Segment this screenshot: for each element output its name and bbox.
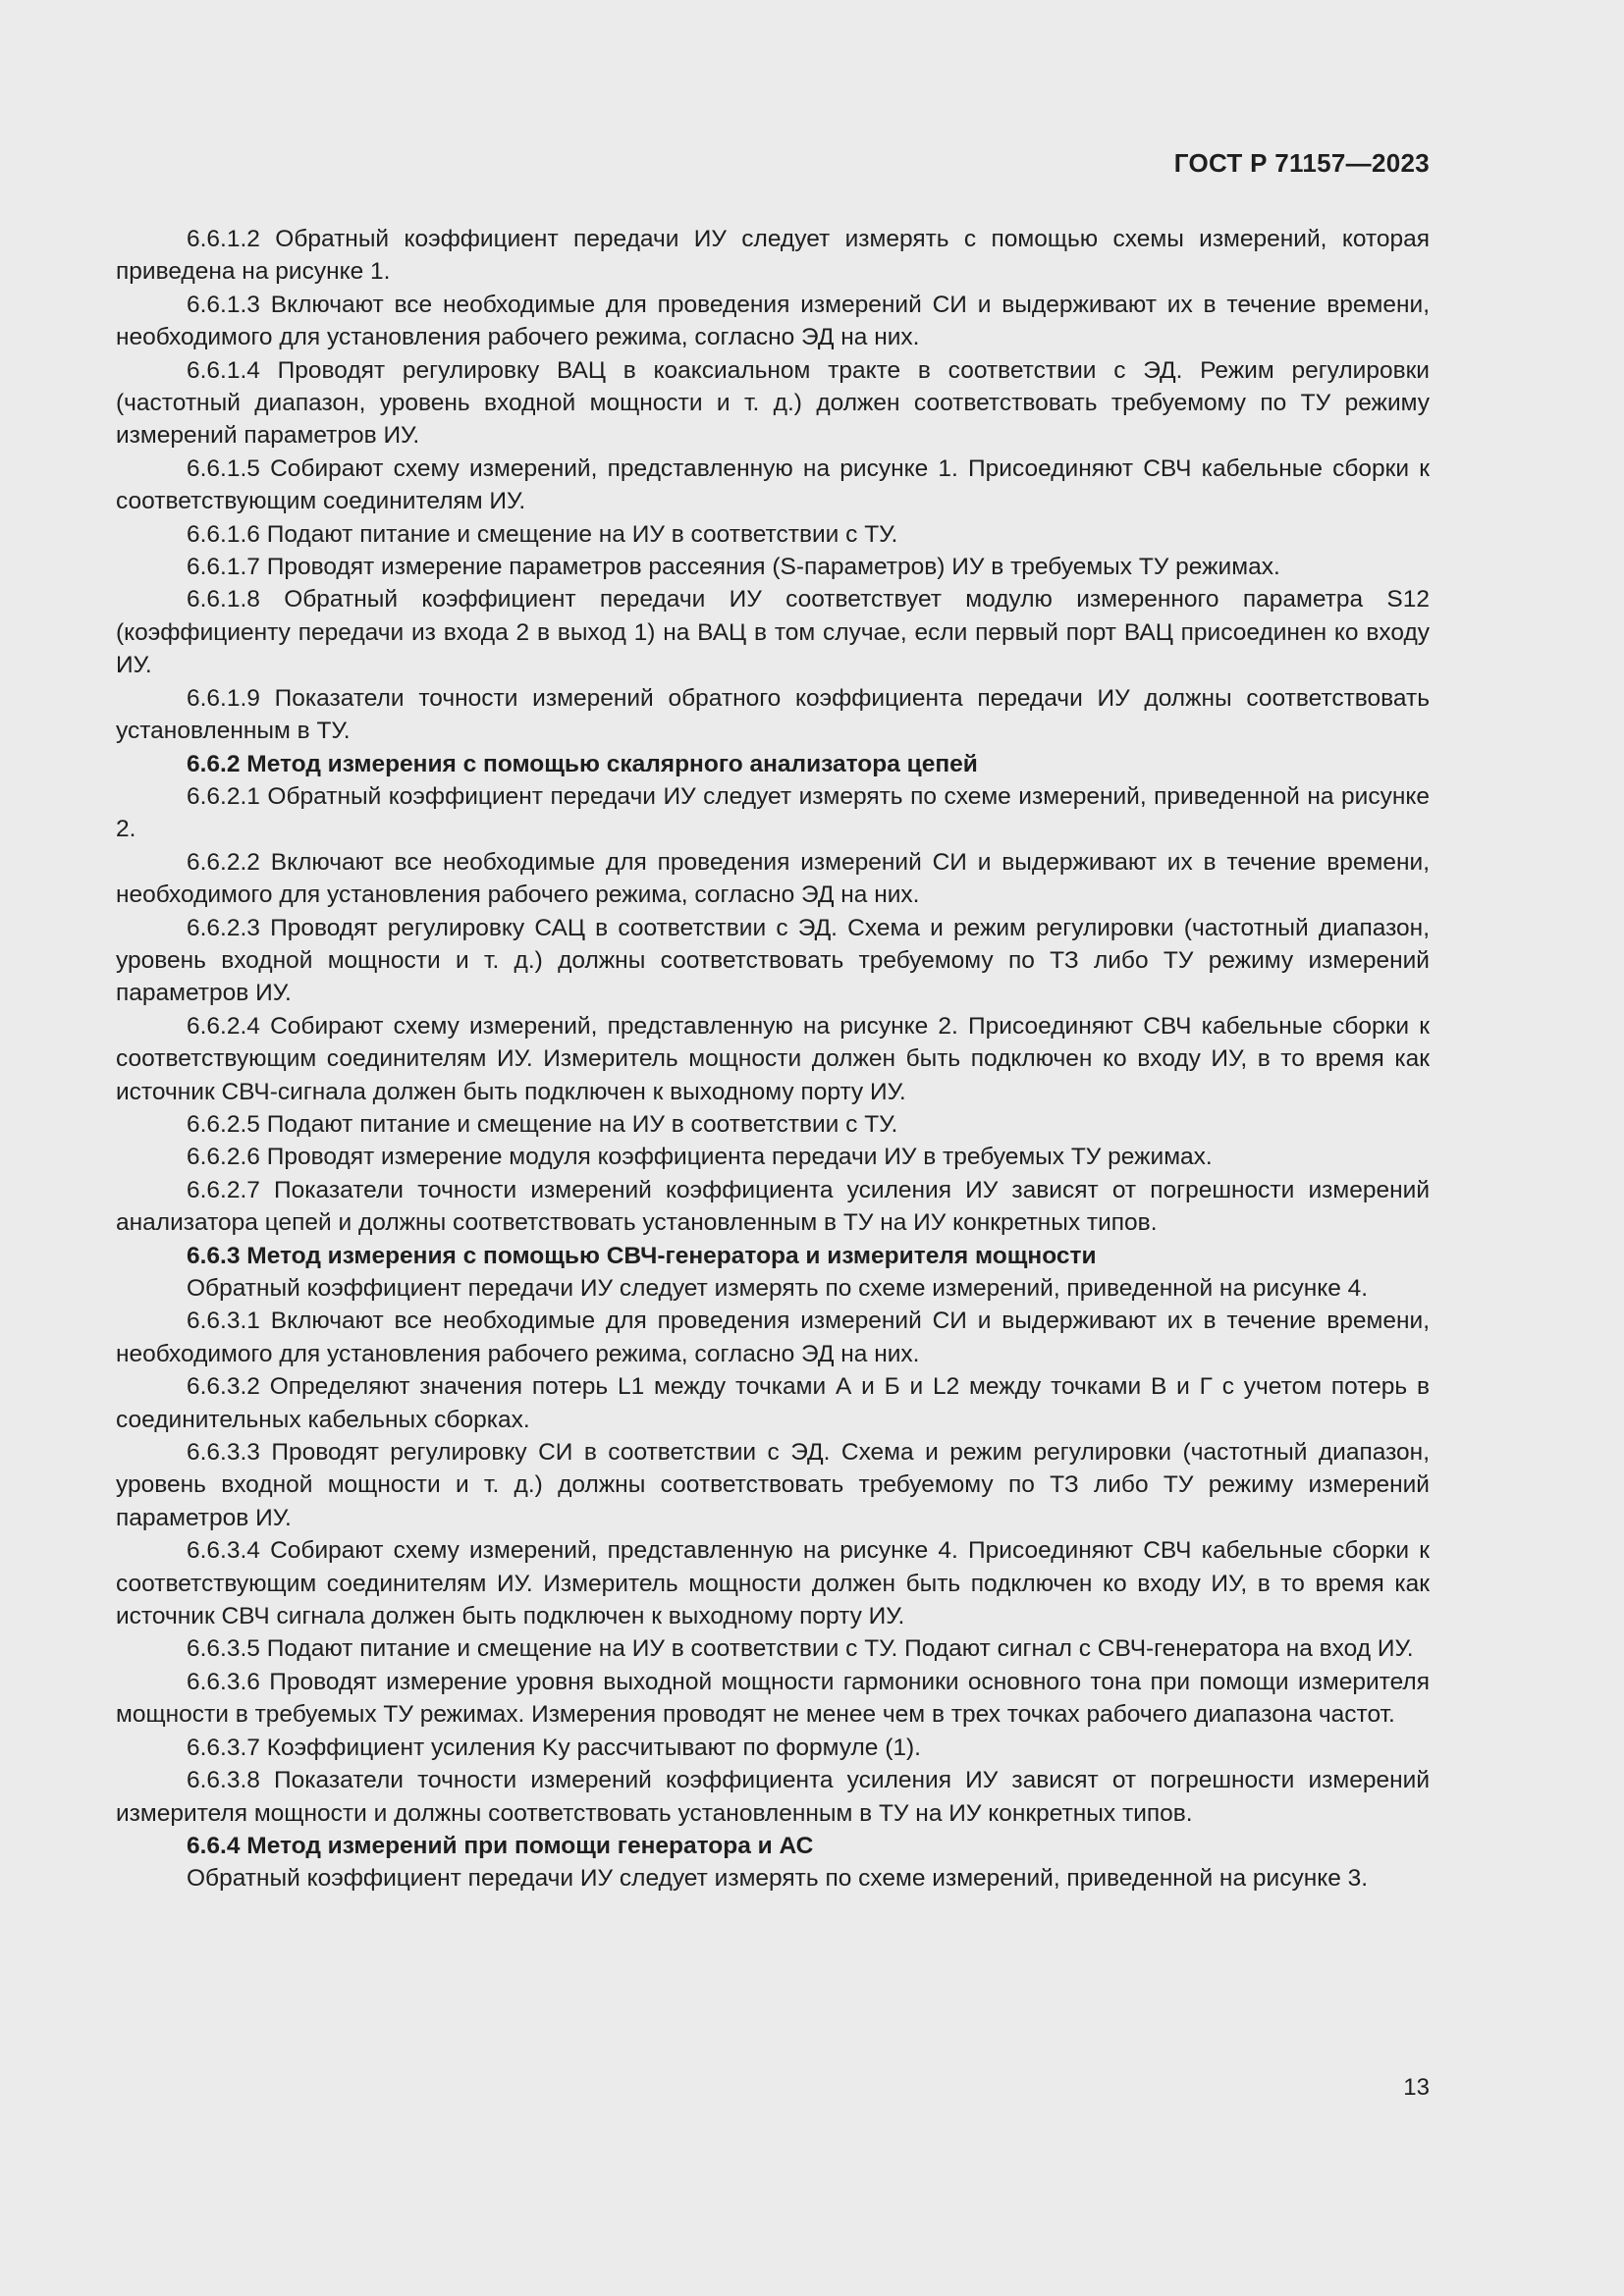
paragraph-6-6-3-2: 6.6.3.2 Определяют значения потерь L1 между точками А и Б и L2 между точками В и Г с учетом потерь в соединительных кабельных сборках. xyxy=(116,1373,1430,1433)
document-header: ГОСТ Р 71157—2023 xyxy=(1173,148,1430,178)
paragraph-6-6-1-7: 6.6.1.7 Проводят измерение параметров рассеяния (S-параметров) ИУ в требуемых ТУ режимах. xyxy=(187,554,1280,581)
paragraph-6-6-2-6: 6.6.2.6 Проводят измерение модуля коэффициента передачи ИУ в требуемых ТУ режимах. xyxy=(187,1144,1213,1171)
section-heading-6-6-3: 6.6.3 Метод измерения с помощью СВЧ-генератора и измерителя мощности xyxy=(187,1242,1097,1269)
paragraph-6-6-1-5: 6.6.1.5 Собирают схему измерений, представленную на рисунке 1. Присоединяют СВЧ кабельные сборки к соответствующим соединителям ИУ. xyxy=(116,454,1430,515)
paragraph-6-6-1-3: 6.6.1.3 Включают все необходимые для проведения измерений СИ и выдерживают их в течение времени, необходимого для установления рабочего режима, согласно ЭД на них. xyxy=(116,291,1430,351)
paragraph-6-6-3-6: 6.6.3.6 Проводят измерение уровня выходной мощности гармоники основного тона при помощи измерителя мощности в требуемых ТУ режимах. Измерения проводят не менее чем в трех точках рабочего диапазона частот. xyxy=(116,1668,1430,1729)
paragraph-6-6-2-1: 6.6.2.1 Обратный коэффициент передачи ИУ следует измерять по схеме измерений, приведенной на рисунке 2. xyxy=(116,782,1430,843)
paragraph-6-6-3-8: 6.6.3.8 Показатели точности измерений коэффициента усиления ИУ зависят от погрешности измерений измерителя мощности и должны соответствовать установленным в ТУ на ИУ конкретных типов. xyxy=(116,1767,1430,1827)
document-body xyxy=(116,223,1430,1896)
section-heading-6-6-4: 6.6.4 Метод измерений при помощи генератора и АС xyxy=(187,1832,814,1859)
page-number: 13 xyxy=(1403,2074,1430,2101)
paragraph-6-6-1-2: 6.6.1.2 Обратный коэффициент передачи ИУ следует измерять с помощью схемы измерений, которая приведена на рисунке 1. xyxy=(116,226,1430,286)
paragraph-6-6-2-3: 6.6.2.3 Проводят регулировку САЦ в соответствии с ЭД. Схема и режим регулировки (частотный диапазон, уровень входной мощности и т. д.) должны соответствовать требуемому по ТЗ либо ТУ режиму измерений параметров ИУ. xyxy=(116,914,1430,1007)
paragraph-6-6-3-4: 6.6.3.4 Собирают схему измерений, представленную на рисунке 4. Присоединяют СВЧ кабельные сборки к соответствующим соединителям ИУ. Измеритель мощности должен быть подключен ко входу ИУ, в то время как источник СВЧ сигнала должен быть подключен к выходному порту ИУ. xyxy=(116,1537,1430,1630)
paragraph-6-6-1-9: 6.6.1.9 Показатели точности измерений обратного коэффициента передачи ИУ должны соответствовать установленным в ТУ. xyxy=(116,684,1430,745)
paragraph-6-6-4-intro: Обратный коэффициент передачи ИУ следует измерять по схеме измерений, приведенной на рисунке 3. xyxy=(187,1865,1369,1893)
paragraph-6-6-1-4: 6.6.1.4 Проводят регулировку ВАЦ в коаксиальном тракте в соответствии с ЭД. Режим регулировки (частотный диапазон, уровень входной мощности и т. д.) должен соответствовать требуемому по ТУ режиму измерений параметров ИУ. xyxy=(116,356,1430,450)
paragraph-6-6-3-3: 6.6.3.3 Проводят регулировку СИ в соответствии с ЭД. Схема и режим регулировки (частотный диапазон, уровень входной мощности и т. д.) должны соответствовать требуемому по ТЗ либо ТУ режиму измерений параметров ИУ. xyxy=(116,1439,1430,1531)
paragraph-6-6-2-2: 6.6.2.2 Включают все необходимые для проведения измерений СИ и выдерживают их в течение времени, необходимого для установления рабочего режима, согласно ЭД на них. xyxy=(116,848,1430,909)
paragraph-6-6-1-8: 6.6.1.8 Обратный коэффициент передачи ИУ соответствует модулю измеренного параметра S12 (коэффициенту передачи из входа 2 в выход 1) на ВАЦ в том случае, если первый порт ВАЦ присоединен ко входу ИУ. xyxy=(116,586,1430,679)
paragraph-6-6-3-7: 6.6.3.7 Коэффициент усиления Kу рассчитывают по формуле (1). xyxy=(187,1734,921,1761)
paragraph-6-6-2-4: 6.6.2.4 Собирают схему измерений, представленную на рисунке 2. Присоединяют СВЧ кабельные сборки к соответствующим соединителям ИУ. Измеритель мощности должен быть подключен ко входу ИУ, в то время как источник СВЧ-сигнала должен быть подключен к выходному порту ИУ. xyxy=(116,1012,1430,1105)
paragraph-6-6-3-intro: Обратный коэффициент передачи ИУ следует измерять по схеме измерений, приведенной на рисунке 4. xyxy=(187,1275,1369,1302)
section-heading-6-6-2: 6.6.2 Метод измерения с помощью скалярного анализатора цепей xyxy=(187,750,978,777)
paragraph-6-6-3-1: 6.6.3.1 Включают все необходимые для проведения измерений СИ и выдерживают их в течение времени, необходимого для установления рабочего режима, согласно ЭД на них. xyxy=(116,1308,1430,1367)
paragraph-6-6-1-6: 6.6.1.6 Подают питание и смещение на ИУ в соответствии с ТУ. xyxy=(187,520,898,548)
paragraph-6-6-3-5: 6.6.3.5 Подают питание и смещение на ИУ в соответствии с ТУ. Подают сигнал с СВЧ-генератора на вход ИУ. xyxy=(187,1635,1414,1663)
paragraph-6-6-2-5: 6.6.2.5 Подают питание и смещение на ИУ в соответствии с ТУ. xyxy=(187,1110,898,1138)
paragraph-6-6-2-7: 6.6.2.7 Показатели точности измерений коэффициента усиления ИУ зависят от погрешности измерений анализатора цепей и должны соответствовать установленным в ТУ на ИУ конкретных типов. xyxy=(116,1176,1430,1237)
